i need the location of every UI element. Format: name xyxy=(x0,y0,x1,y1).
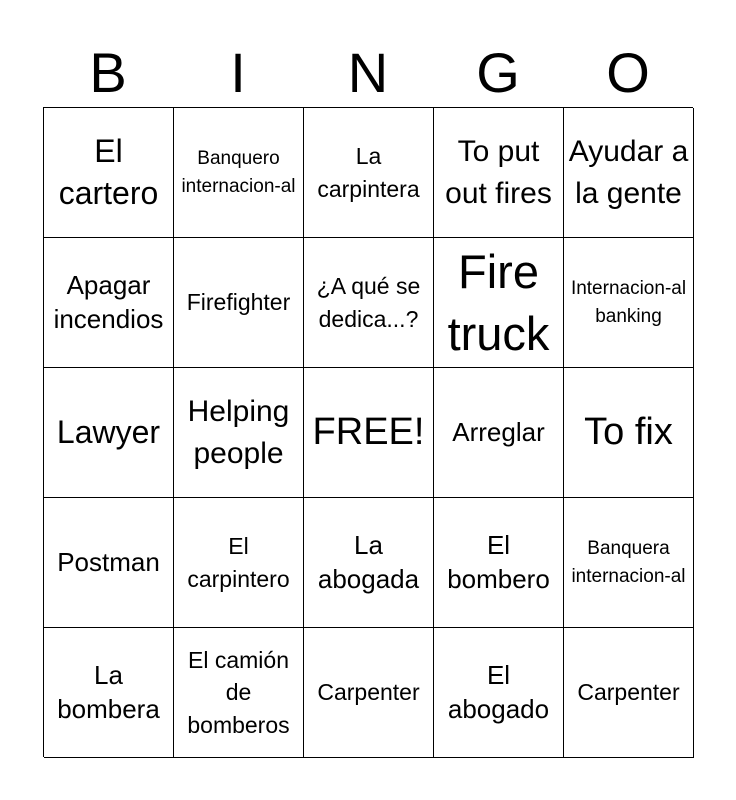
bingo-board xyxy=(43,107,693,757)
bingo-cell[interactable] xyxy=(564,238,694,368)
bingo-cell[interactable] xyxy=(44,368,174,498)
cell-text: Apagar incendios xyxy=(53,270,164,334)
cell-text: Firefighter xyxy=(186,289,291,316)
bingo-cell[interactable] xyxy=(304,238,434,368)
cell-text: El bombero xyxy=(447,530,550,594)
bingo-cell[interactable] xyxy=(564,628,694,758)
cell-text: Banquero internacion-al xyxy=(181,147,296,197)
bingo-cell[interactable] xyxy=(174,628,304,758)
cell-text: El cartero xyxy=(58,132,159,211)
cell-text: Postman xyxy=(57,546,160,577)
cell-text: La carpintera xyxy=(317,143,420,202)
cell-text: Helping people xyxy=(187,394,290,470)
bingo-cell[interactable] xyxy=(174,108,304,238)
header-letter-g: G xyxy=(476,41,520,104)
cell-text: To fix xyxy=(584,411,673,454)
bingo-cell[interactable] xyxy=(564,498,694,628)
cell-text: FREE! xyxy=(312,411,425,454)
cell-text: Ayudar a la gente xyxy=(568,134,689,210)
bingo-cell[interactable] xyxy=(174,368,304,498)
bingo-cell[interactable] xyxy=(44,238,174,368)
cell-text: Lawyer xyxy=(56,413,161,450)
cell-text: ¿A qué se dedica...? xyxy=(316,273,421,332)
header-letter-i: I xyxy=(230,41,246,104)
bingo-cell[interactable] xyxy=(304,498,434,628)
bingo-cell[interactable] xyxy=(434,238,564,368)
cell-text: Internacion-al banking xyxy=(570,277,687,327)
bingo-cell[interactable] xyxy=(564,368,694,498)
bingo-cell[interactable] xyxy=(44,108,174,238)
cell-text: Carpenter xyxy=(317,679,420,706)
bingo-cell[interactable] xyxy=(434,108,564,238)
bingo-cell[interactable] xyxy=(304,108,434,238)
bingo-cell[interactable] xyxy=(304,628,434,758)
cell-text: El carpintero xyxy=(187,533,290,592)
bingo-cell[interactable] xyxy=(44,498,174,628)
bingo-free-space[interactable] xyxy=(304,368,434,498)
cell-text: La bombera xyxy=(57,660,160,724)
cell-text: La abogada xyxy=(317,530,420,594)
header-letter-b: B xyxy=(89,41,127,104)
cell-text: Banquera internacion-al xyxy=(571,537,686,587)
cell-text: Fire truck xyxy=(447,245,550,360)
cell-text: Arreglar xyxy=(452,416,545,447)
bingo-header xyxy=(43,40,693,106)
bingo-cell[interactable] xyxy=(174,498,304,628)
cell-text: El camión de bomberos xyxy=(187,647,290,738)
bingo-cell[interactable] xyxy=(174,238,304,368)
bingo-cell[interactable] xyxy=(434,498,564,628)
cell-text: To put out fires xyxy=(445,134,552,210)
bingo-cell[interactable] xyxy=(44,628,174,758)
bingo-cell[interactable] xyxy=(434,628,564,758)
bingo-cell[interactable] xyxy=(564,108,694,238)
cell-text: El abogado xyxy=(447,660,550,724)
header-letter-n: N xyxy=(347,41,389,104)
header-letter-o: O xyxy=(606,41,650,104)
bingo-cell[interactable] xyxy=(434,368,564,498)
cell-text: Carpenter xyxy=(577,679,680,706)
